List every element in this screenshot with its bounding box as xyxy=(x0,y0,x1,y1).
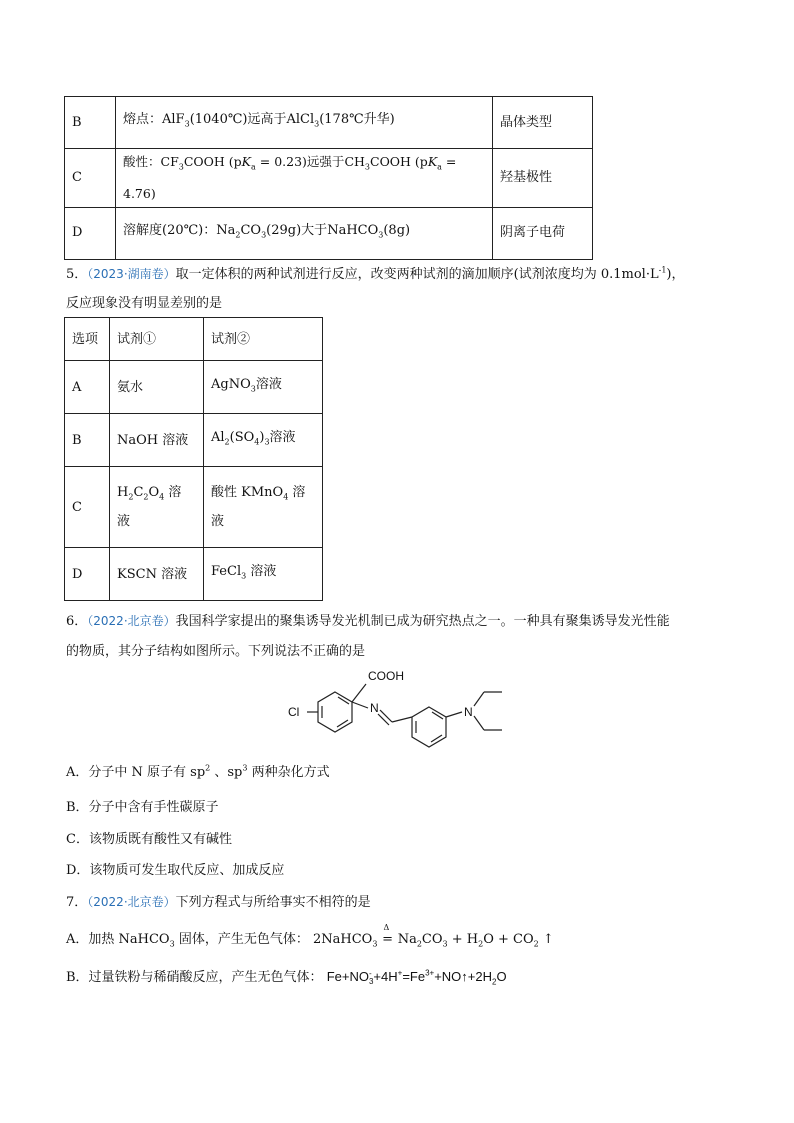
table-header-row xyxy=(65,318,323,361)
question-source: （2022·北京卷） xyxy=(87,614,176,628)
row-label: C xyxy=(65,149,116,208)
question-6-option-d: D．该物质可发生取代反应、加成反应 xyxy=(66,863,285,878)
question-7-option-b: B．过量铁粉与稀硝酸反应，产生无色气体： Fe+NO - 3 $+4H^+=Fe^{3+}+NO↑+2H_2O$ xyxy=(66,968,507,987)
question-7-option-a: A．加热 NaHCO$_3$ 固体，产生无色气体： 2NaHCO$_3$ Δ = $Na_2CO_3 + H_2O + CO_2$ ↑ xyxy=(66,923,554,949)
question-5-stem: 5．（2023·湖南卷）取一定体积的两种试剂进行反应，改变两种试剂的滴加顺序(试剂浓度均为 $0.1mol\cdot L^{-1}$)， xyxy=(66,265,685,282)
table-row xyxy=(65,548,323,601)
question-6-stem: 6．（2022·北京卷）我国科学家提出的聚集诱导发光机制已成为研究热点之一。一种具有聚集诱导发光性能 xyxy=(66,614,670,629)
table-row xyxy=(65,361,323,414)
fact-cell: 酸性：$CF_3COOH$ $(pK_a = 0.23)$远强于$CH_3COOH$ $(pK_a = 4.76)$ xyxy=(116,149,493,208)
reagent-1: 氨水 xyxy=(110,361,204,414)
reagent-1: KSCN 溶液 xyxy=(110,548,204,601)
table-row xyxy=(65,414,323,467)
column-header: 试剂② xyxy=(204,318,323,361)
row-label: D xyxy=(65,207,116,259)
molecule-structure xyxy=(280,662,520,752)
n-label-imine: N xyxy=(370,701,379,715)
reagent-2: FeCl$_3$ 溶液 xyxy=(204,548,323,601)
table-row xyxy=(65,207,593,259)
fact-cell: 熔点：AlF$_3$(1040℃)远高于AlCl$_3$(178℃升华) xyxy=(116,97,493,149)
fact-cell: 溶解度(20℃)：$Na_2CO_3(29g)$大于NaHCO$_3$(8g) xyxy=(116,207,493,259)
row-label: C xyxy=(65,467,110,548)
question-7-stem: 7．（2022·北京卷）下列方程式与所给事实不相符的是 xyxy=(66,895,371,910)
reagent-2: $Al_2(SO_4)_3$溶液 xyxy=(204,414,323,467)
cooh-label: COOH xyxy=(368,669,404,683)
reason-cell: 阴离子电荷 xyxy=(493,207,593,259)
question-6-option-c: C．该物质既有酸性又有碱性 xyxy=(66,832,232,847)
reagent-2: 酸性 KMnO$_4$ 溶 液 xyxy=(204,467,323,548)
question-6-option-a: A．分子中 N 原子有 $sp^2$ 、$sp^3$ 两种杂化方式 xyxy=(66,763,330,780)
reagent-2: AgNO$_3$溶液 xyxy=(204,361,323,414)
benzene-ring-2 xyxy=(412,707,446,747)
question-6-option-b: B．分子中含有手性碳原子 xyxy=(66,800,219,815)
comparison-table xyxy=(64,96,593,260)
row-label: B xyxy=(65,97,116,149)
benzene-ring-1 xyxy=(318,692,352,732)
column-header: 选项 xyxy=(65,318,110,361)
reagent-table xyxy=(64,317,323,601)
equation-b: Fe+NO - 3 $+4H^+=Fe^{3+}+NO↑+2H_2O$ xyxy=(326,968,507,987)
equation-a: 2NaHCO$_3$ Δ = $Na_2CO_3 + H_2O + CO_2$ ↑ xyxy=(312,923,554,949)
row-label: A xyxy=(65,361,110,414)
cl-label: Cl xyxy=(288,705,300,719)
column-header: 试剂① xyxy=(110,318,204,361)
n-label-amine: N xyxy=(464,705,473,719)
row-label: D xyxy=(65,548,110,601)
question-source: （2023·湖南卷） xyxy=(87,267,176,281)
reason-cell: 晶体类型 xyxy=(493,97,593,149)
question-source: （2022·北京卷） xyxy=(87,895,176,909)
table-row xyxy=(65,467,323,548)
question-6-stem-line2: 的物质，其分子结构如图所示。下列说法不正确的是 xyxy=(66,644,366,659)
row-label: B xyxy=(65,414,110,467)
question-5-stem-line2: 反应现象没有明显差别的是 xyxy=(66,296,223,311)
reason-cell: 羟基极性 xyxy=(493,149,593,208)
heat-symbol: Δ xyxy=(383,923,390,932)
reagent-1: NaOH 溶液 xyxy=(110,414,204,467)
reagent-1: $H_2C_2O_4$ 溶 液 xyxy=(110,467,204,548)
table-row xyxy=(65,97,593,149)
table-row xyxy=(65,149,593,208)
